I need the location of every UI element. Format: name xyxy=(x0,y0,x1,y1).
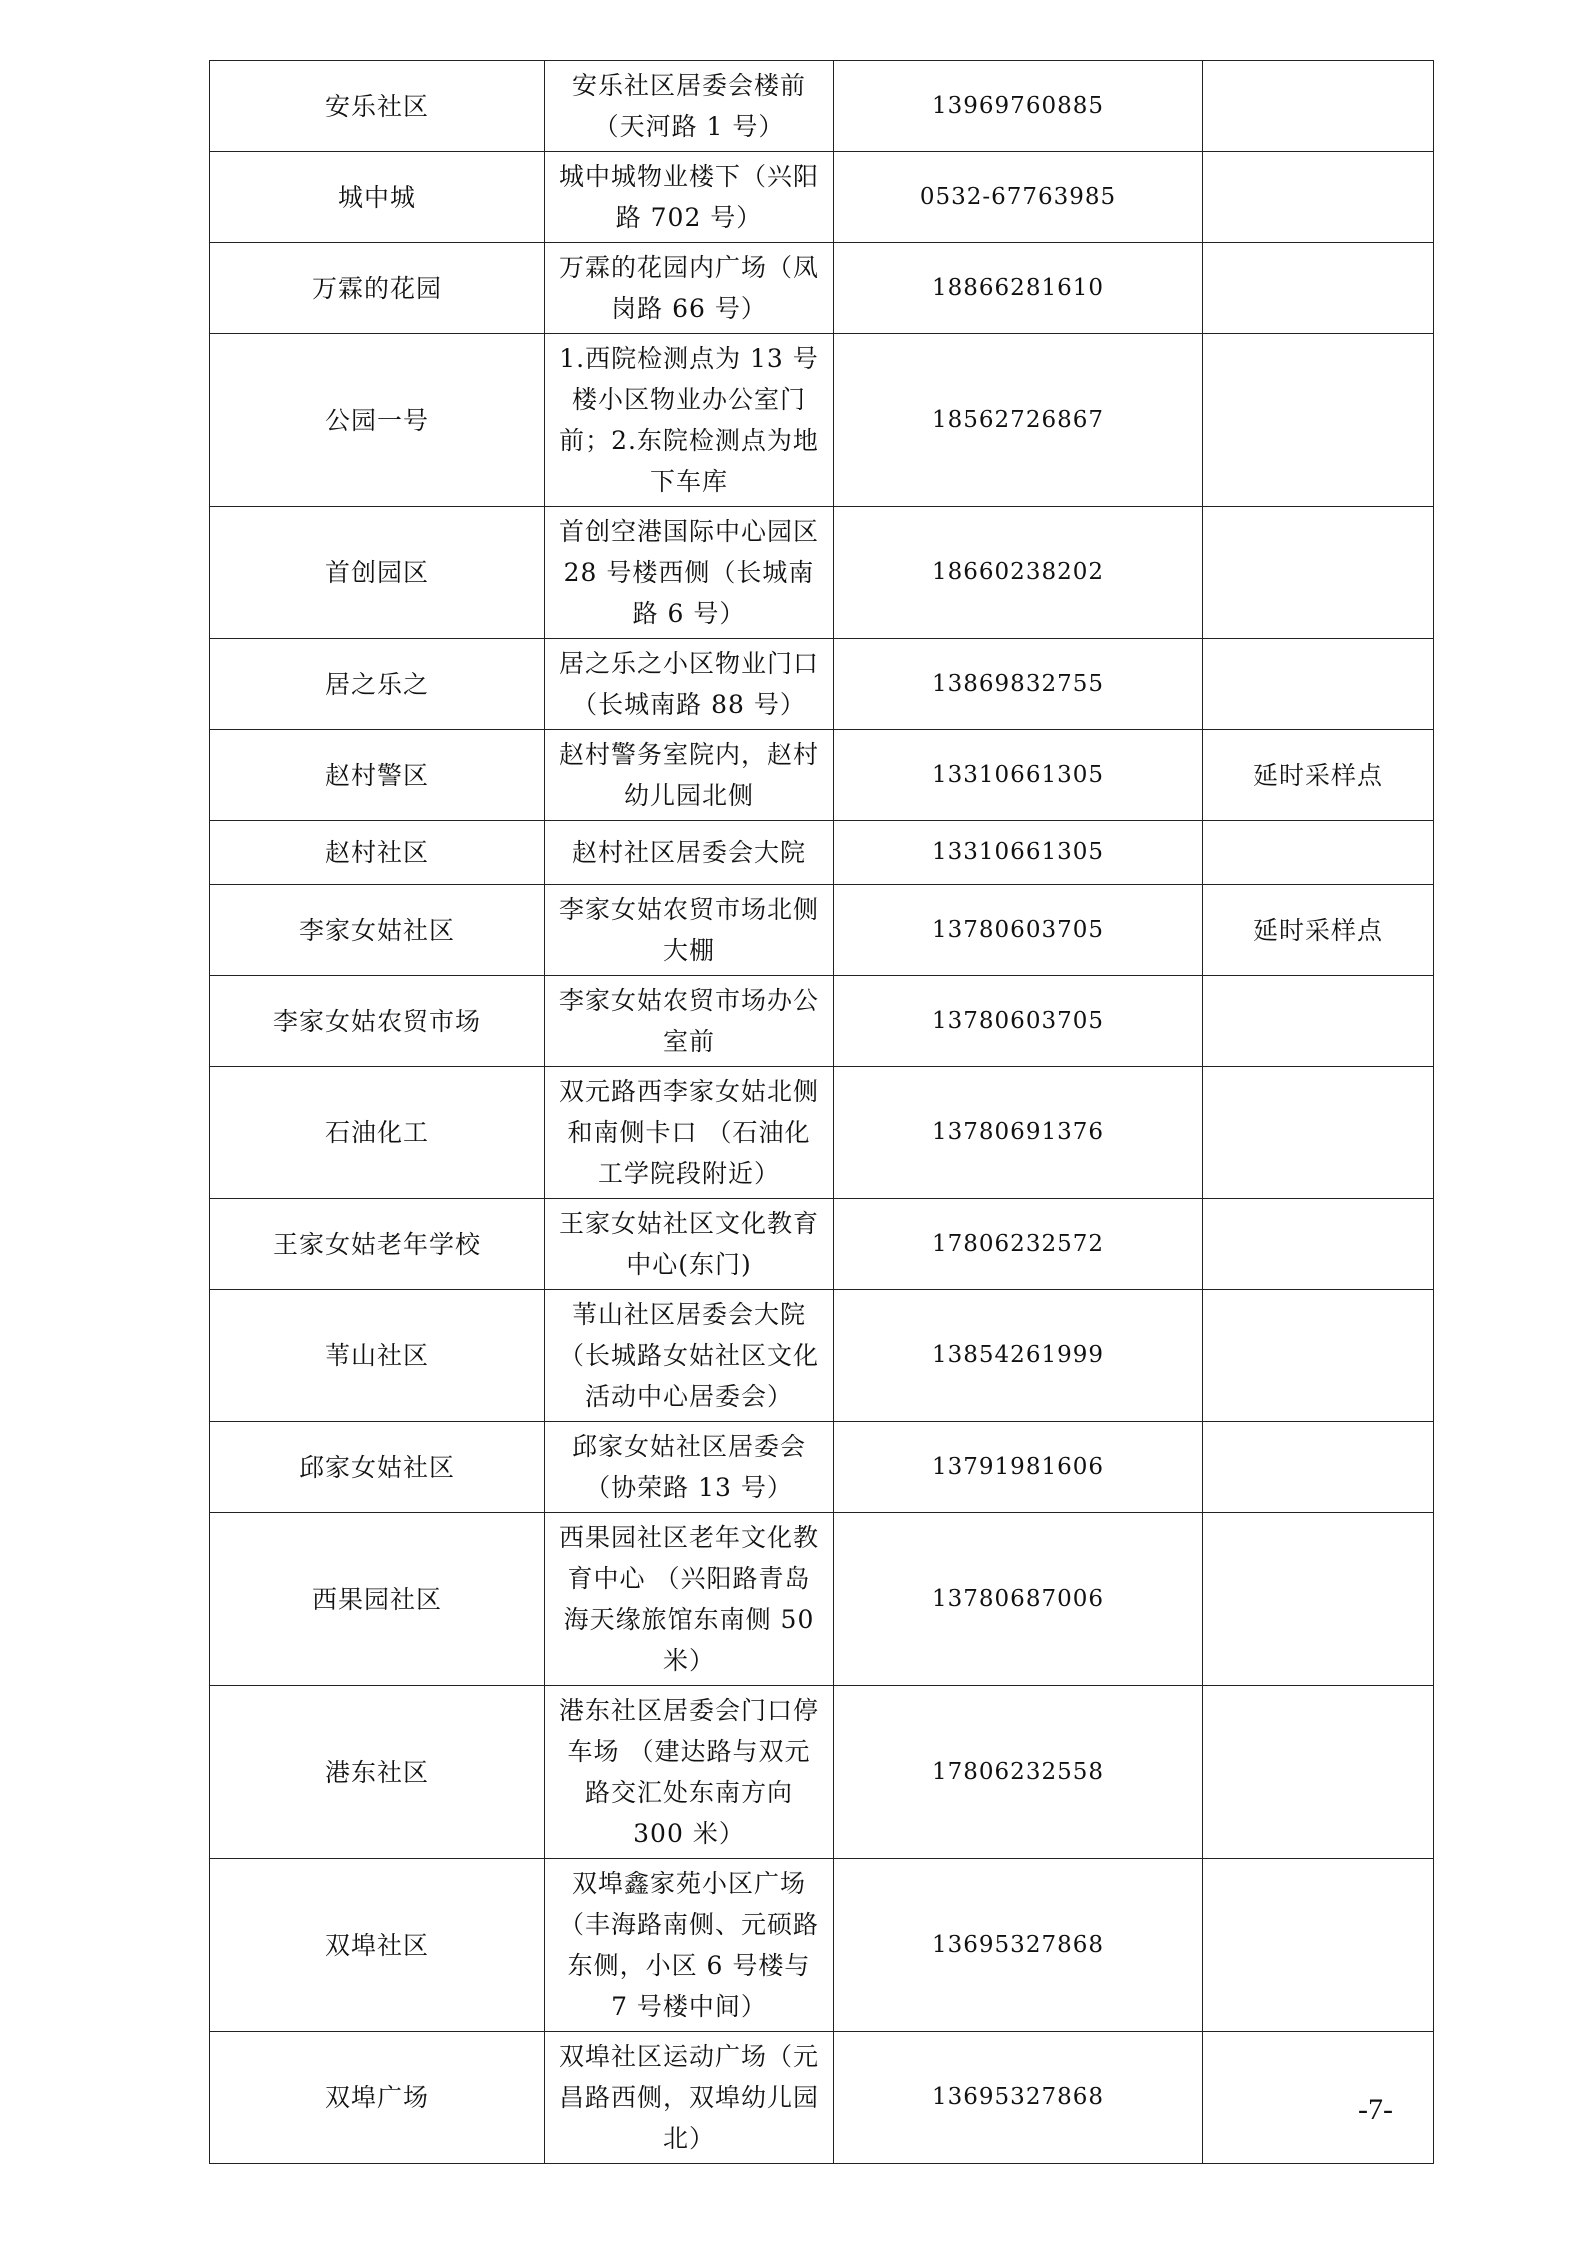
site-phone-cell: 13780687006 xyxy=(834,1513,1203,1686)
site-name-cell: 双埠广场 xyxy=(210,2032,545,2164)
site-phone-cell: 13791981606 xyxy=(834,1422,1203,1513)
site-name-cell: 邱家女姑社区 xyxy=(210,1422,545,1513)
site-name-cell: 西果园社区 xyxy=(210,1513,545,1686)
site-location-cell: 双元路西李家女姑北侧和南侧卡口 （石油化工学院段附近） xyxy=(545,1067,834,1199)
site-name-cell: 李家女姑社区 xyxy=(210,885,545,976)
site-phone-cell: 13780603705 xyxy=(834,885,1203,976)
site-phone-cell: 13695327868 xyxy=(834,1859,1203,2032)
table-row xyxy=(210,152,1434,243)
site-note-cell xyxy=(1203,152,1434,243)
table-row xyxy=(210,1290,1434,1422)
testing-sites-table xyxy=(209,60,1434,2164)
site-phone-cell: 17806232572 xyxy=(834,1199,1203,1290)
site-location-cell: 万霖的花园内广场（凤岗路 66 号） xyxy=(545,243,834,334)
site-location-cell: 首创空港国际中心园区 28 号楼西侧（长城南路 6 号） xyxy=(545,507,834,639)
site-phone-cell: 13695327868 xyxy=(834,2032,1203,2164)
table-row xyxy=(210,1067,1434,1199)
table-row xyxy=(210,1199,1434,1290)
table-row xyxy=(210,976,1434,1067)
site-note-cell xyxy=(1203,243,1434,334)
page-number: -7- xyxy=(1358,2093,1393,2126)
table-row xyxy=(210,243,1434,334)
site-phone-cell: 18866281610 xyxy=(834,243,1203,334)
site-phone-cell: 17806232558 xyxy=(834,1686,1203,1859)
site-note-cell xyxy=(1203,1067,1434,1199)
site-note-cell xyxy=(1203,1859,1434,2032)
site-name-cell: 双埠社区 xyxy=(210,1859,545,2032)
site-location-cell: 苇山社区居委会大院（长城路女姑社区文化活动中心居委会） xyxy=(545,1290,834,1422)
site-note-cell xyxy=(1203,1513,1434,1686)
site-location-cell: 李家女姑农贸市场办公室前 xyxy=(545,976,834,1067)
site-name-cell: 赵村警区 xyxy=(210,730,545,821)
site-name-cell: 居之乐之 xyxy=(210,639,545,730)
site-name-cell: 苇山社区 xyxy=(210,1290,545,1422)
site-phone-cell: 13780603705 xyxy=(834,976,1203,1067)
site-note-cell xyxy=(1203,1290,1434,1422)
table-row xyxy=(210,1513,1434,1686)
site-note-cell xyxy=(1203,639,1434,730)
table-row xyxy=(210,639,1434,730)
site-phone-cell: 13854261999 xyxy=(834,1290,1203,1422)
site-note-cell xyxy=(1203,1199,1434,1290)
site-location-cell: 王家女姑社区文化教育中心(东门) xyxy=(545,1199,834,1290)
site-phone-cell: 13869832755 xyxy=(834,639,1203,730)
site-location-cell: 安乐社区居委会楼前（天河路 1 号） xyxy=(545,61,834,152)
site-location-cell: 城中城物业楼下（兴阳路 702 号） xyxy=(545,152,834,243)
site-note-cell xyxy=(1203,821,1434,885)
site-phone-cell: 13780691376 xyxy=(834,1067,1203,1199)
site-name-cell: 城中城 xyxy=(210,152,545,243)
site-name-cell: 公园一号 xyxy=(210,334,545,507)
site-name-cell: 王家女姑老年学校 xyxy=(210,1199,545,1290)
table-row xyxy=(210,821,1434,885)
table-row xyxy=(210,730,1434,821)
site-location-cell: 赵村社区居委会大院 xyxy=(545,821,834,885)
table-row xyxy=(210,61,1434,152)
site-note-cell xyxy=(1203,1422,1434,1513)
site-name-cell: 安乐社区 xyxy=(210,61,545,152)
site-location-cell: 双埠鑫家苑小区广场（丰海路南侧、元硕路东侧，小区 6 号楼与 7 号楼中间） xyxy=(545,1859,834,2032)
site-phone-cell: 18660238202 xyxy=(834,507,1203,639)
site-phone-cell: 13310661305 xyxy=(834,821,1203,885)
site-location-cell: 港东社区居委会门口停车场 （建达路与双元路交汇处东南方向 300 米） xyxy=(545,1686,834,1859)
site-note-cell xyxy=(1203,507,1434,639)
site-note-cell xyxy=(1203,334,1434,507)
site-name-cell: 石油化工 xyxy=(210,1067,545,1199)
site-name-cell: 万霖的花园 xyxy=(210,243,545,334)
table-row xyxy=(210,334,1434,507)
table-row xyxy=(210,2032,1434,2164)
site-location-cell: 邱家女姑社区居委会（协荣路 13 号） xyxy=(545,1422,834,1513)
table-row xyxy=(210,1859,1434,2032)
site-note-cell xyxy=(1203,976,1434,1067)
table-row xyxy=(210,507,1434,639)
site-location-cell: 双埠社区运动广场（元昌路西侧，双埠幼儿园北） xyxy=(545,2032,834,2164)
site-location-cell: 李家女姑农贸市场北侧大棚 xyxy=(545,885,834,976)
table-row xyxy=(210,1422,1434,1513)
site-name-cell: 赵村社区 xyxy=(210,821,545,885)
site-phone-cell: 0532-67763985 xyxy=(834,152,1203,243)
table-row xyxy=(210,885,1434,976)
site-name-cell: 首创园区 xyxy=(210,507,545,639)
site-note-cell xyxy=(1203,61,1434,152)
site-phone-cell: 18562726867 xyxy=(834,334,1203,507)
site-note-cell: 延时采样点 xyxy=(1203,885,1434,976)
site-note-cell: 延时采样点 xyxy=(1203,730,1434,821)
site-name-cell: 港东社区 xyxy=(210,1686,545,1859)
site-note-cell xyxy=(1203,1686,1434,1859)
site-location-cell: 1.西院检测点为 13 号楼小区物业办公室门前；2.东院检测点为地下车库 xyxy=(545,334,834,507)
site-name-cell: 李家女姑农贸市场 xyxy=(210,976,545,1067)
site-phone-cell: 13310661305 xyxy=(834,730,1203,821)
site-phone-cell: 13969760885 xyxy=(834,61,1203,152)
site-location-cell: 居之乐之小区物业门口（长城南路 88 号） xyxy=(545,639,834,730)
site-location-cell: 西果园社区老年文化教育中心 （兴阳路青岛海天缘旅馆东南侧 50 米） xyxy=(545,1513,834,1686)
site-note-cell xyxy=(1203,2032,1434,2164)
table-row xyxy=(210,1686,1434,1859)
site-location-cell: 赵村警务室院内，赵村幼儿园北侧 xyxy=(545,730,834,821)
